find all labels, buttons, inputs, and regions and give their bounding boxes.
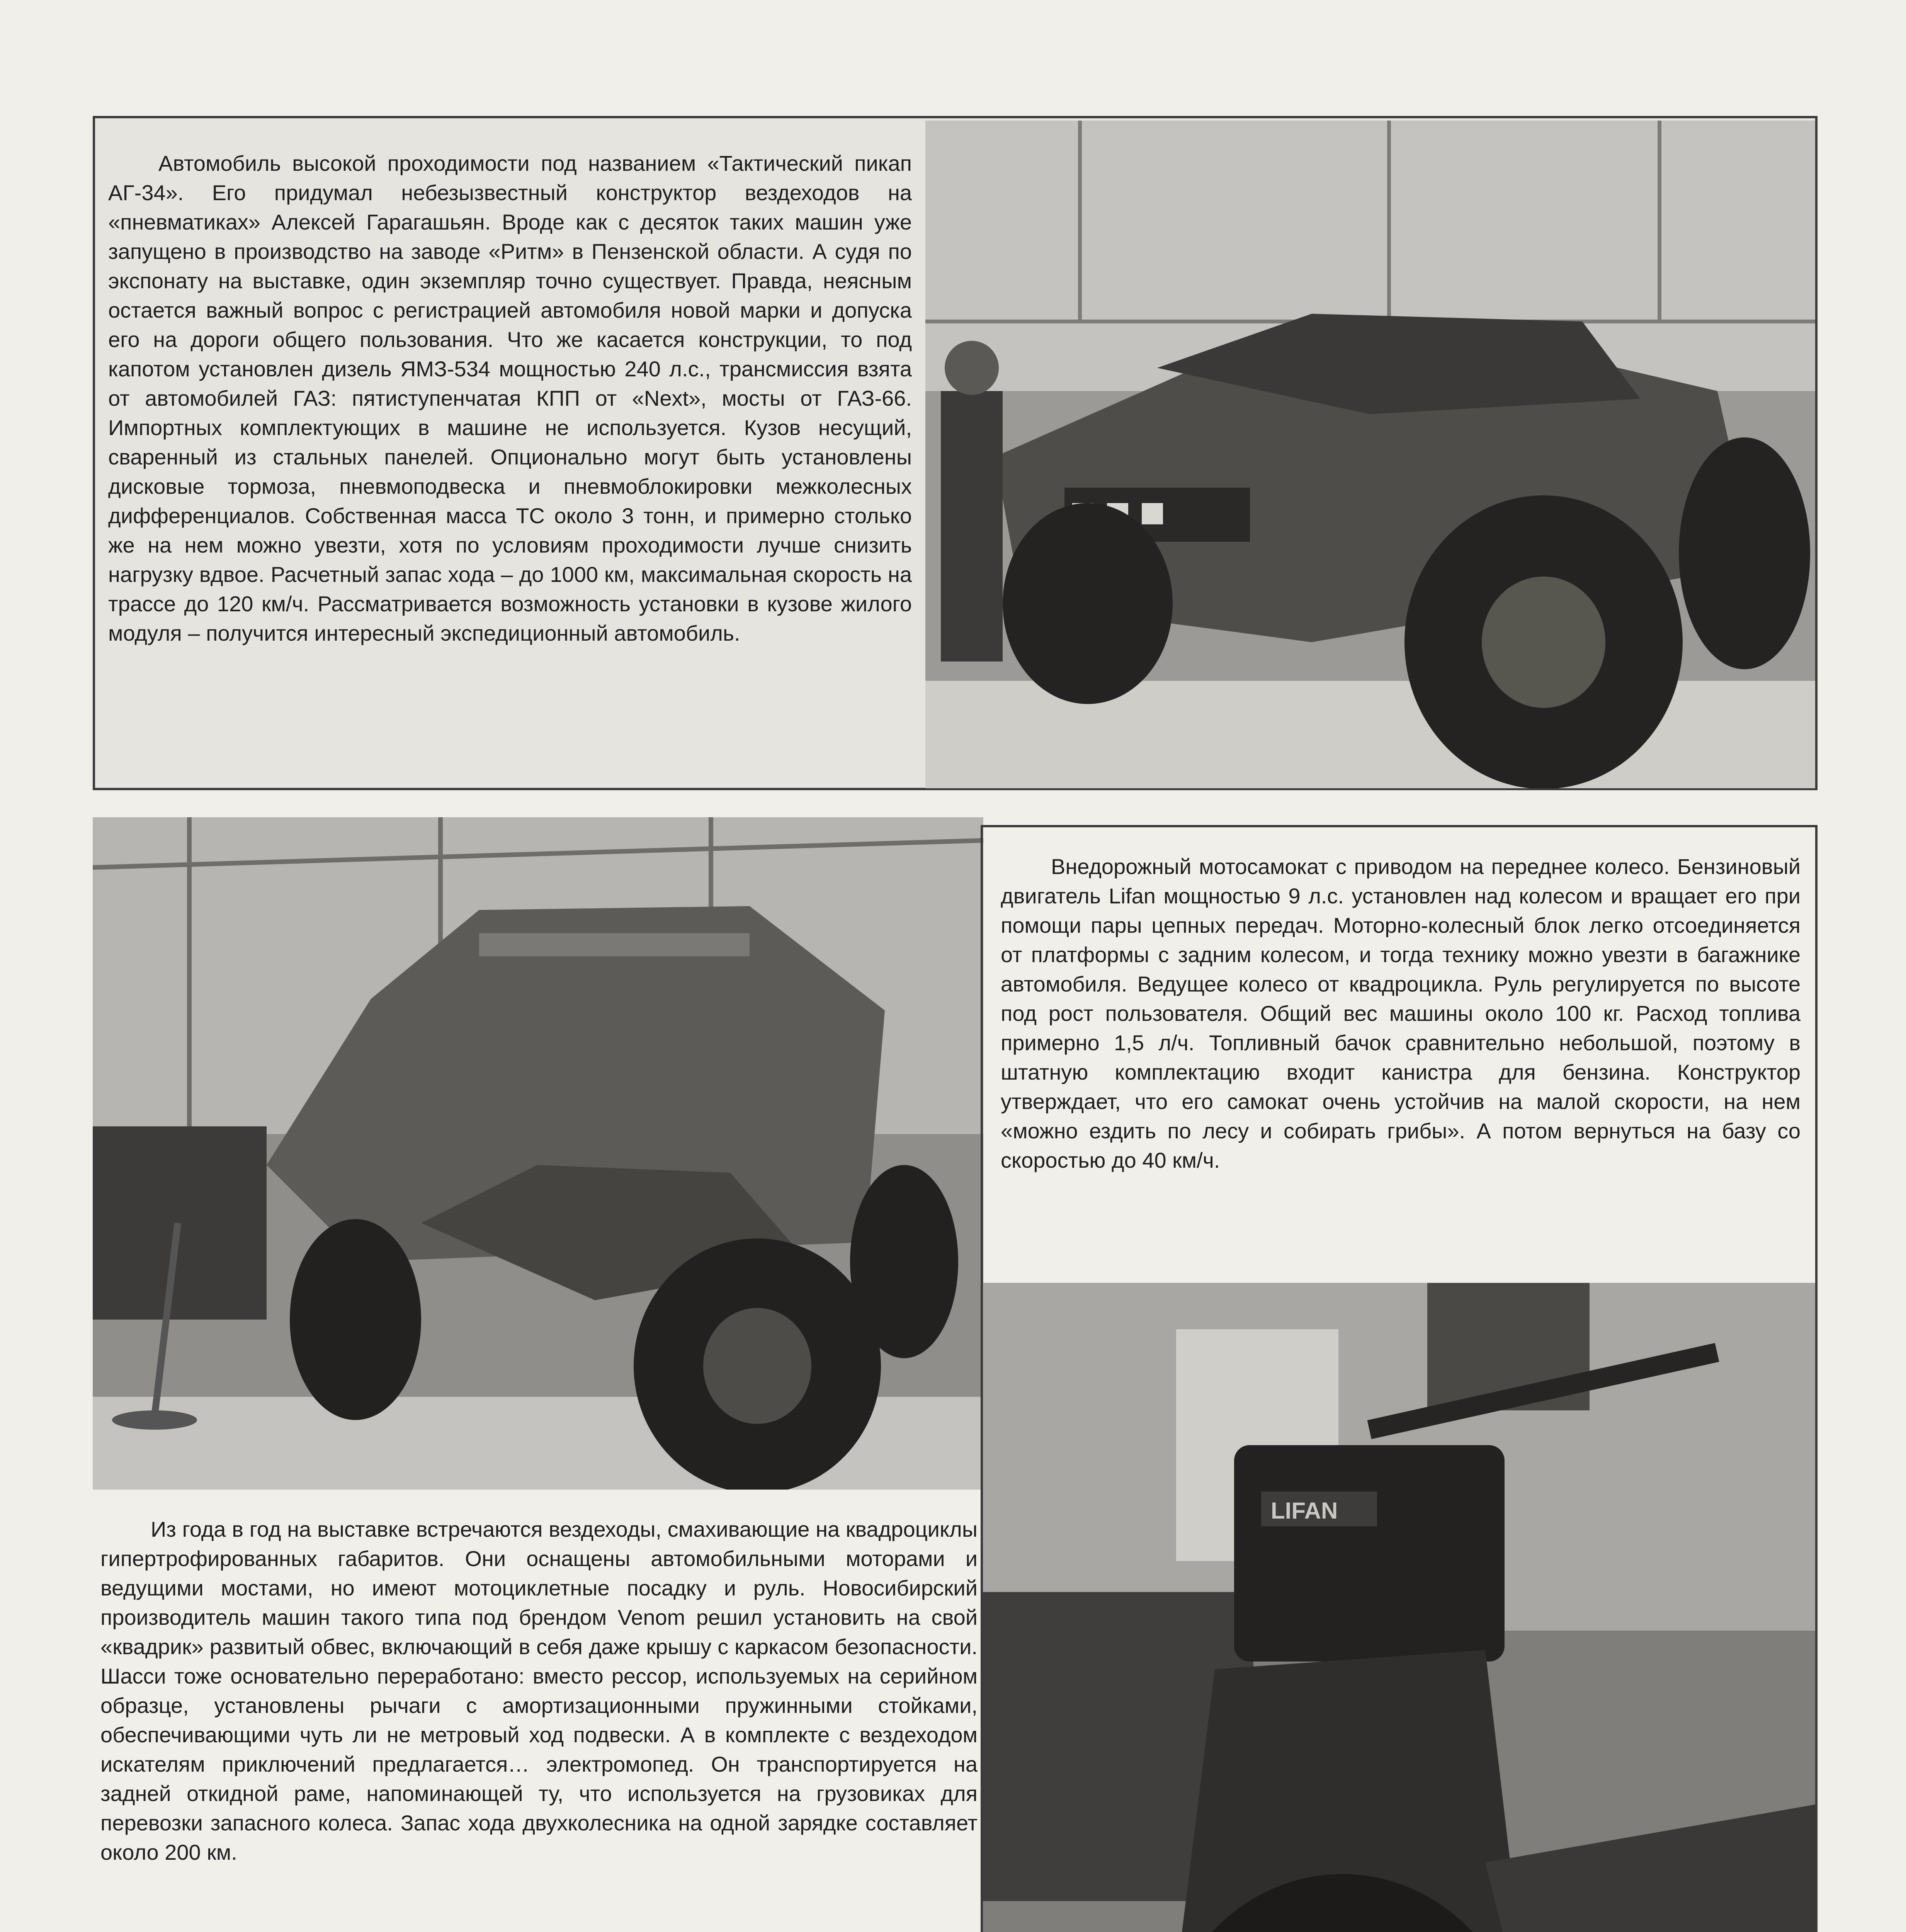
quad-article-text: Из года в год на выставке встречаются вездеходы, смахивающие на квадроциклы гипертрофированных габаритов. Они оснащены автомобильными моторами и ведущими мостами, но имеют мотоциклетные посадку и руль. Новосибирский производитель машин такого типа под брендом Venom решил установить на свой «квадрик» развитый обвес, включающий в себя даже крышу с каркасом безопасности. Шасси тоже основательно переработано: вместо рессор, используемых на серийном образце, установлены рычаги с амортизационными пружинными стойками, обеспечивающими чуть ли не метровый ход подвески. А в комплекте с вездеходом искателям приключений предлагается… электромопед. Он транспортируется на задней откидной раме, напоминающей ту, что используется на грузовиках для перевозки запасного колеса. Запас хода двухколесника на одной зарядке составляет около 200 км. bbox=[100, 1517, 978, 1864]
pickup-photo bbox=[925, 121, 1815, 788]
scooter-article-text: Внедорожный мотосамокат с приводом на переднее колесо. Бензиновый двигатель Lifan мощностью 9 л.с. установлен над колесом и вращает его при помощи пары цепных передач. Моторно-колесный блок легко отсоединяется от платформы с задним колесом, и тогда технику можно увезти в багажнике автомобиля. Ведущее колесо от квадроцикла. Руль регулируется по высоте под рост пользователя. Общий вес машины около 100 кг. Расход топлива примерно 1,5 л/ч. Топливный бачок сравнительно небольшой, поэтому в штатную комплектацию входит канистра для бензина. Конструктор утверждает, что его самокат очень устойчив на малой скорости, на нем «можно ездить по лесу и собирать грибы». А потом вернуться на базу со скоростью до 40 км/ч. bbox=[1001, 854, 1801, 1172]
venom-quad-photo bbox=[93, 817, 983, 1490]
scooter-photo bbox=[983, 1283, 1815, 1932]
top-article-text: Автомобиль высокой проходимости под названием «Тактический пикап АГ-34». Его придумал небезызвестный конструктор вездеходов на «пневматиках» Алексей Гарагашьян. Вроде как с десяток таких машин уже запущено в производство на заводе «Ритм» в Пензенской области. А судя по экспонату на выставке, один экземпляр точно существует. Правда, неясным остается важный вопрос с регистрацией автомобиля новой марки и допуска его на дороги общего пользования. Что же касается конструкции, то под капотом установлен дизель ЯМЗ-534 мощностью 240 л.с., трансмиссия взята от автомобилей ГАЗ: пятиступенчатая КПП от «Next», мосты от ГАЗ-66. Импортных комплектующих в машине не используется. Кузов несущий, сваренный из стальных панелей. Опционально могут быть установлены дисковые тормоза, пневмоподвеска и пневмоблокировки межколесных дифференциалов. Собственная масса ТС около 3 тонн, и примерно столько же на нем можно увезти, хотя по условиям проходимости лучше снизить нагрузку вдвое. Расчетный запас хода – до 1000 км, максимальная скорость на трассе до 120 км/ч. Рассматривается возможность установки в кузове жилого модуля – получится интересный экспедиционный автомобиль. bbox=[108, 151, 912, 645]
lifan-engine-brand: LIFAN bbox=[1271, 1498, 1338, 1524]
